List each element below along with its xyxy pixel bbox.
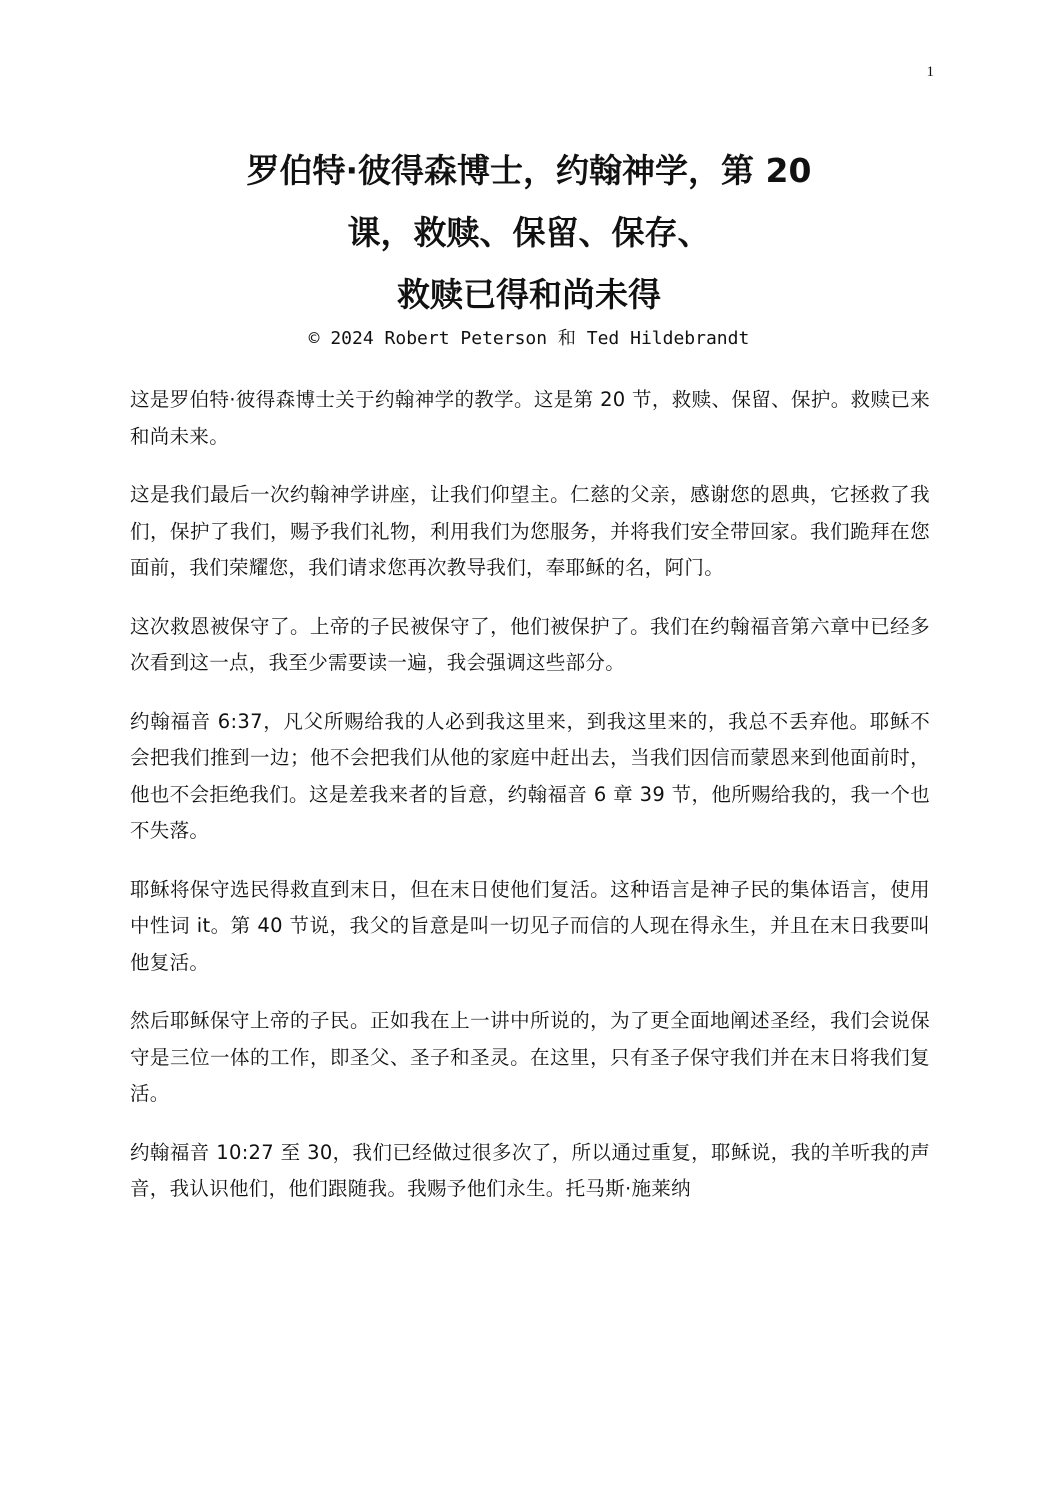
paragraph: 约翰福音 10:27 至 30，我们已经做过很多次了，所以通过重复，耶稣说，我的羊听我的声音，我认识他们，他们跟随我。我赐予他们永生。托马斯·施莱纳 xyxy=(130,1140,930,1200)
copyright-line: © 2024 Robert Peterson 和 Ted Hildebrandt xyxy=(308,328,750,349)
page-number: 1 xyxy=(926,64,934,80)
document-title xyxy=(130,140,928,326)
document-body xyxy=(130,382,930,1230)
title-line-3: 救赎已得和尚未得 xyxy=(397,275,661,314)
paragraph: 这是罗伯特·彼得森博士关于约翰神学的教学。这是第 20 节，救赎、保留、保护。救赎已来和尚未来。 xyxy=(130,388,930,448)
paragraph: 这次救恩被保守了。上帝的子民被保守了，他们被保护了。我们在约翰福音第六章中已经多次看到这一点，我至少需要读一遍，我会强调这些部分。 xyxy=(130,614,930,674)
title-line-2: 课，救赎、保留、保存、 xyxy=(347,213,711,252)
paragraph: 这是我们最后一次约翰神学讲座，让我们仰望主。仁慈的父亲，感谢您的恩典，它拯救了我们，保护了我们，赐予我们礼物，利用我们为您服务，并将我们安全带回家。我们跪拜在您面前，我们荣耀您，我们请求您再次教导我们，奉耶稣的名，阿门。 xyxy=(130,483,930,579)
paragraph: 约翰福音 6:37，凡父所赐给我的人必到我这里来，到我这里来的，我总不丢弃他。耶稣不会把我们推到一边；他不会把我们从他的家庭中赶出去，当我们因信而蒙恩来到他面前时，他也不会拒绝我们。这是差我来者的旨意，约翰福音 6 章 39 节，他所赐给我的，我一个也不失落。 xyxy=(130,709,930,842)
title-line-1: 罗伯特·彼得森博士，约翰神学，第 20 xyxy=(246,151,812,190)
paragraph: 然后耶稣保守上帝的子民。正如我在上一讲中所说的，为了更全面地阐述圣经，我们会说保守是三位一体的工作，即圣父、圣子和圣灵。在这里，只有圣子保守我们并在末日将我们复活。 xyxy=(130,1009,930,1105)
paragraph: 耶稣将保守选民得救直到末日，但在末日使他们复活。这种语言是神子民的集体语言，使用中性词 it。第 40 节说，我父的旨意是叫一切见子而信的人现在得永生，并且在末日我要叫他复活。 xyxy=(130,877,930,974)
